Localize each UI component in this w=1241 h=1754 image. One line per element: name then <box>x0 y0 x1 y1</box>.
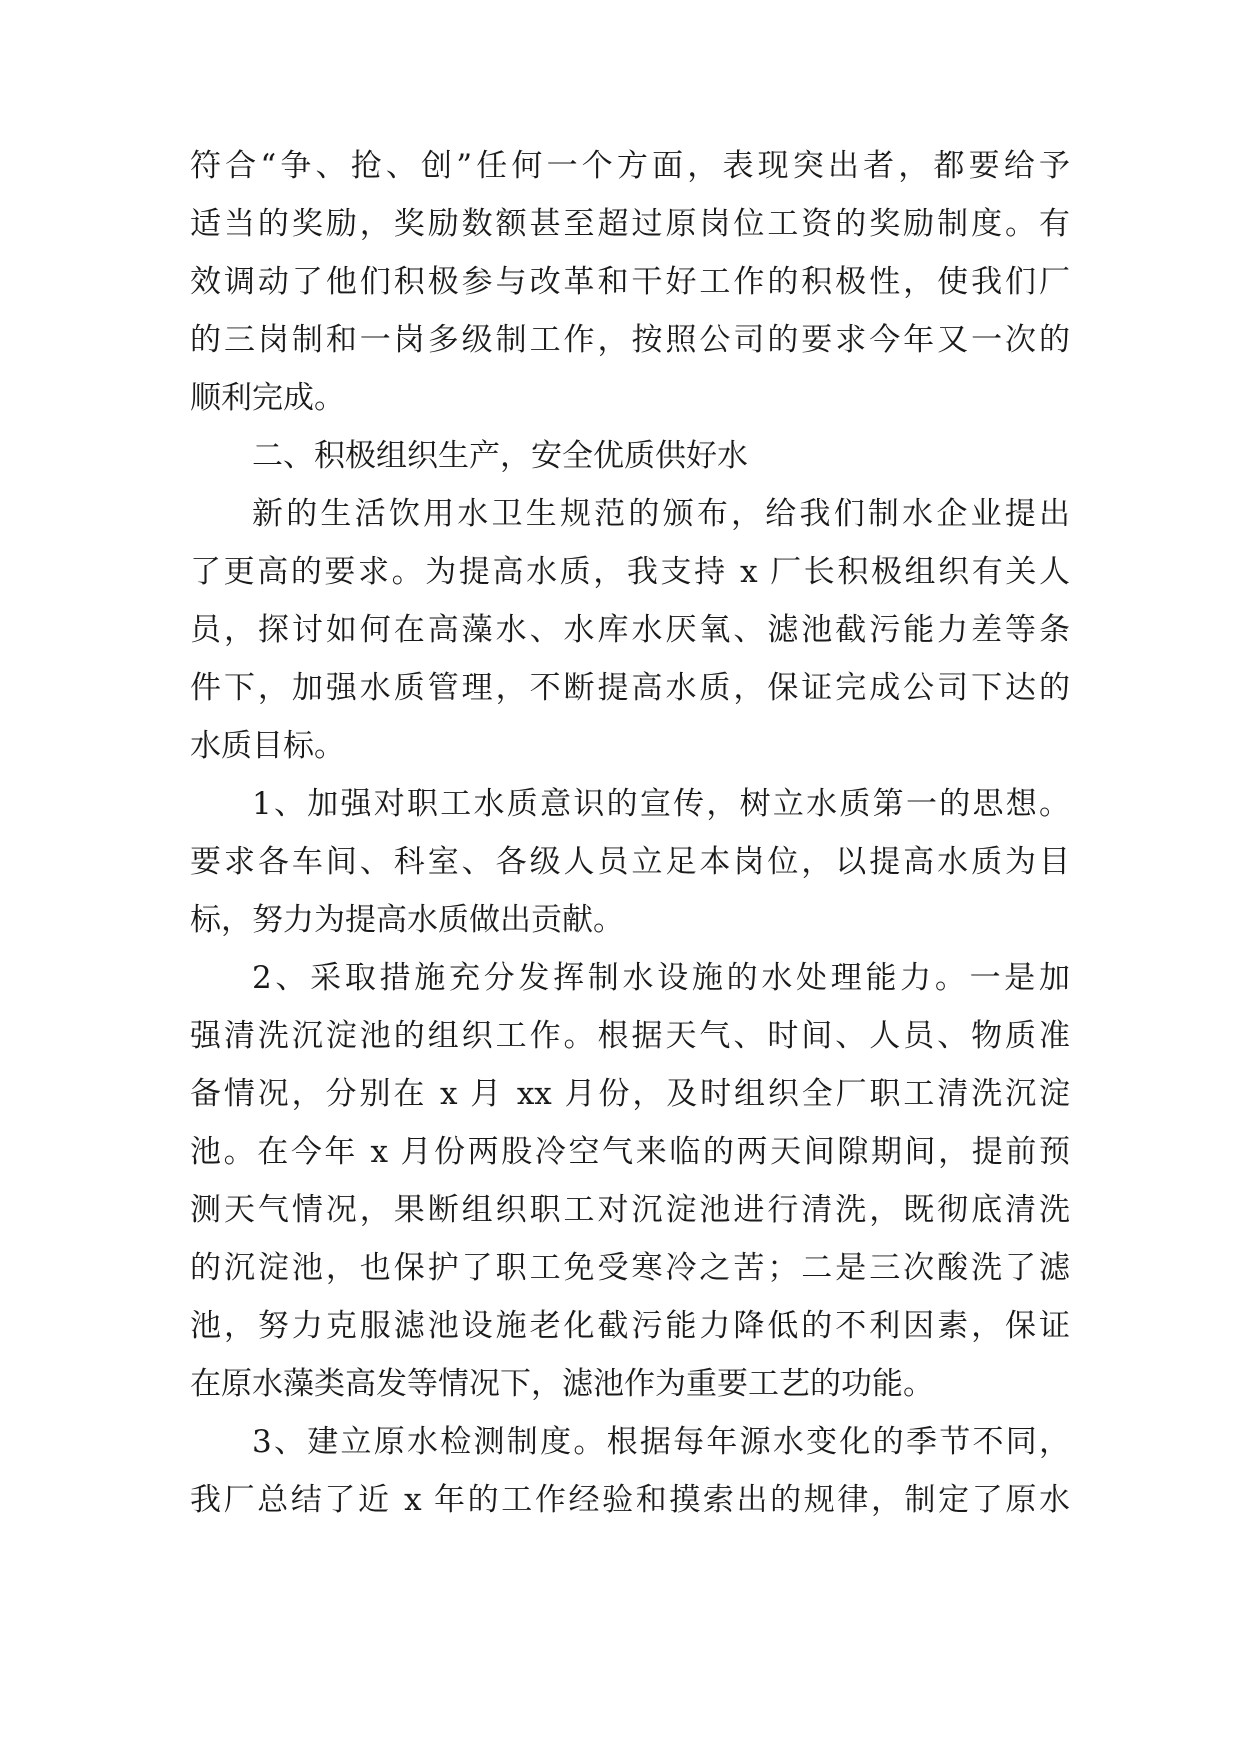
text-line: 2、采取措施充分发挥制水设施的水处理能力。一是加 <box>252 960 1070 996</box>
text-line: 标，努力为提高水质做出贡献。 <box>190 902 624 938</box>
text-line: 顺利完成。 <box>190 380 345 416</box>
text-line: 员，探讨如何在高藻水、水库水厌氧、滤池截污能力差等条 <box>190 612 1070 648</box>
text-line: 要求各车间、科室、各级人员立足本岗位，以提高水质为目 <box>190 844 1070 880</box>
text-line: 测天气情况，果断组织职工对沉淀池进行清洗，既彻底清洗 <box>190 1192 1070 1228</box>
text-line: 了更高的要求。为提高水质，我支持 x 厂长积极组织有关人 <box>190 554 1070 590</box>
text-line: 适当的奖励，奖励数额甚至超过原岗位工资的奖励制度。有 <box>190 206 1070 242</box>
text-line: 效调动了他们积极参与改革和干好工作的积极性，使我们厂 <box>190 264 1070 300</box>
text-line: 我厂总结了近 x 年的工作经验和摸索出的规律，制定了原水 <box>190 1482 1070 1518</box>
text-line: 3、建立原水检测制度。根据每年源水变化的季节不同， <box>252 1424 1070 1460</box>
text-line: 在原水藻类高发等情况下，滤池作为重要工艺的功能。 <box>190 1366 934 1402</box>
text-line: 的三岗制和一岗多级制工作，按照公司的要求今年又一次的 <box>190 322 1070 358</box>
text-line: 水质目标。 <box>190 728 345 764</box>
text-line: 池。在今年 x 月份两股冷空气来临的两天间隙期间，提前预 <box>190 1134 1070 1170</box>
text-line: 备情况，分别在 x 月 xx 月份，及时组织全厂职工清洗沉淀 <box>190 1076 1070 1112</box>
text-line: 符合“争、抢、创”任何一个方面，表现突出者，都要给予 <box>190 148 1070 184</box>
text-line: 新的生活饮用水卫生规范的颁布，给我们制水企业提出 <box>252 496 1070 532</box>
text-line: 1、加强对职工水质意识的宣传，树立水质第一的思想。 <box>252 786 1070 822</box>
text-line: 强清洗沉淀池的组织工作。根据天气、时间、人员、物质准 <box>190 1018 1070 1054</box>
text-line: 件下，加强水质管理，不断提高水质，保证完成公司下达的 <box>190 670 1070 706</box>
text-line: 池，努力克服滤池设施老化截污能力降低的不利因素，保证 <box>190 1308 1070 1344</box>
section-heading: 二、积极组织生产，安全优质供好水 <box>252 438 748 474</box>
text-line: 的沉淀池，也保护了职工免受寒冷之苦；二是三次酸洗了滤 <box>190 1250 1070 1286</box>
